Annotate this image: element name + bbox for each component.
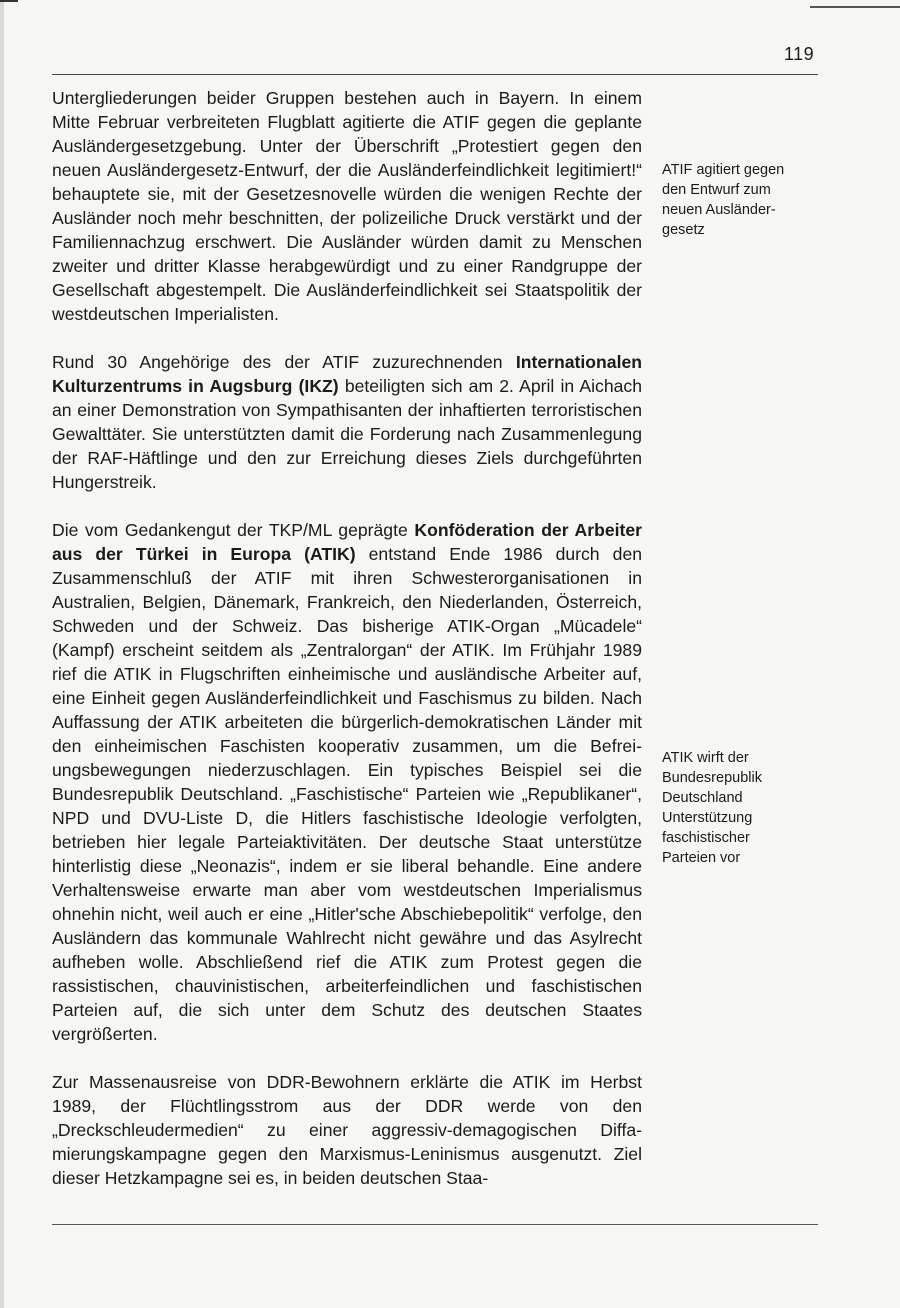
margin-note-line: Unterstützung [662, 810, 753, 826]
margin-note-line: faschistischer [662, 830, 750, 846]
margin-note-line: ATIF agitiert gegen [662, 162, 785, 178]
footer-rule [52, 1224, 818, 1225]
margin-note-line: gesetz [662, 222, 705, 238]
paragraph-atik [52, 518, 642, 1046]
scan-mark-right [810, 6, 900, 8]
paragraph-ikz [52, 350, 642, 494]
org-name-bold: Internationalen Kulturzentrums in Augsburg (IKZ) [52, 352, 642, 396]
paragraph-ddr: Zur Massenausreise von DDR-Bewohnern erklärte die ATIK im Herbst 1989, der Flüchtlingsstrom aus der DDR werde von den „Dreckschleudermedien“ zu einer aggressiv-demagogischen Diffamierungskampagne gegen den Marxismus-Leninismus ausgenutzt. Ziel dieser Hetzkampagne sei es, in beiden deutschen Staa- [52, 1072, 642, 1188]
header-rule [52, 74, 818, 75]
org-name-bold: Konföderation der Arbeiter aus der Türkei in Europa (ATIK) [52, 520, 642, 564]
main-text-column [52, 86, 642, 1190]
margin-note-line: Bundesrepublik [662, 770, 762, 786]
page-number: 119 [784, 44, 815, 64]
paragraph-text: beteiligten sich am 2. April in Aichach an einer Demonstration von Sympathisanten der inhaftierten terroristischen Gewalttäter. Sie unterstützten damit die Forderung nach Zusammenlegung der RAF-Häftlinge und den zur Erreichung dieses Ziels durchgeführten Hungerstreik. [52, 376, 642, 492]
paragraph-text: entstand Ende 1986 durch den Zusammenschluß der ATIF mit ihren Schwesterorganisationen in Australien, Belgien, Dänemark, Frankreich, den Niederlanden, Österreich, Schweden und der Schweiz. Das bisherige ATIK-Organ „Mücadele“ (Kampf) erscheint seitdem als „Zentralorgan“ der ATIK. Im Frühjahr 1989 rief die ATIK in Flugschriften einheimische und ausländische Arbeiter auf, eine Einheit gegen Ausländerfeindlichkeit und Faschismus zu bilden. Nach Auffassung der ATIK arbeiteten die bürgerlich-demokratischen Länder mit den einheimischen Faschisten kooperativ zusammen, um die Befreiungsbewegungen niederzuschlagen. Ein typisches Beispiel sei die Bundesrepublik Deutschland. „Faschistische“ Parteien wie „Republikaner“, NPD und DVU-Liste D, die Hitlers faschistische Ideologie verfolgten, betrieben hier legale Parteiaktivitäten. Der deutsche Staat unterstütze hinterlistig diese „Neonazis“, indem er sie liberal behandle. Eine andere Verhaltensweise erwarte man aber vom westdeutschen Imperialismus ohnehin nicht, weil auch er eine „Hitler'sche Abschiebepolitik“ verfolge, den Ausländern das kommunale Wahlrecht nicht gewähre und das Asylrecht aufheben wolle. Abschließend rief die ATIK zum Protest gegen die rassistischen, chauvinistischen, arbeiterfeindlichen und faschistischen Parteien auf, die sich unter dem Schutz des deutschen Staates vergrößerten. [52, 544, 643, 1044]
margin-note-line: Parteien vor [662, 850, 741, 866]
paragraph-text: Rund 30 Angehörige des der ATIF zuzurechnenden [52, 352, 516, 372]
margin-note-line: den Entwurf zum [662, 182, 771, 198]
margin-note-line: neuen Ausländer- [662, 202, 776, 218]
scan-mark [0, 0, 18, 2]
paragraph-atif-flugblatt: Untergliederungen beider Gruppen bestehen auch in Bayern. In einem Mitte Februar verbreiteten Flugblatt agitierte die ATIF gegen die geplante Ausländergesetzgebung. Unter der Überschrift „Protestiert gegen den neuen Ausländergesetz-Entwurf, der die Ausländerfeindlichkeit legitimiert!“ behauptete sie, mit der Gesetzesnovelle würden die wenigen Rechte der Ausländer noch mehr beschnitten, der polizeiliche Druck verstärkt und der Familiennachzug erschwert. Die Ausländer würden damit zu Menschen zweiter und dritter Klasse herabgewürdigt und zu einer Randgruppe der Gesellschaft abgestempelt. Die Ausländerfeindlichkeit sei Staatspolitik der westdeutschen Imperialisten. [52, 88, 642, 324]
paragraph-text: Die vom Gedankengut der TKP/ML geprägte [52, 520, 415, 540]
margin-note [662, 160, 830, 240]
scan-edge [0, 0, 4, 1308]
margin-note [662, 748, 830, 868]
margin-note-line: Deutschland [662, 790, 743, 806]
margin-note-line: ATIK wirft der [662, 750, 749, 766]
